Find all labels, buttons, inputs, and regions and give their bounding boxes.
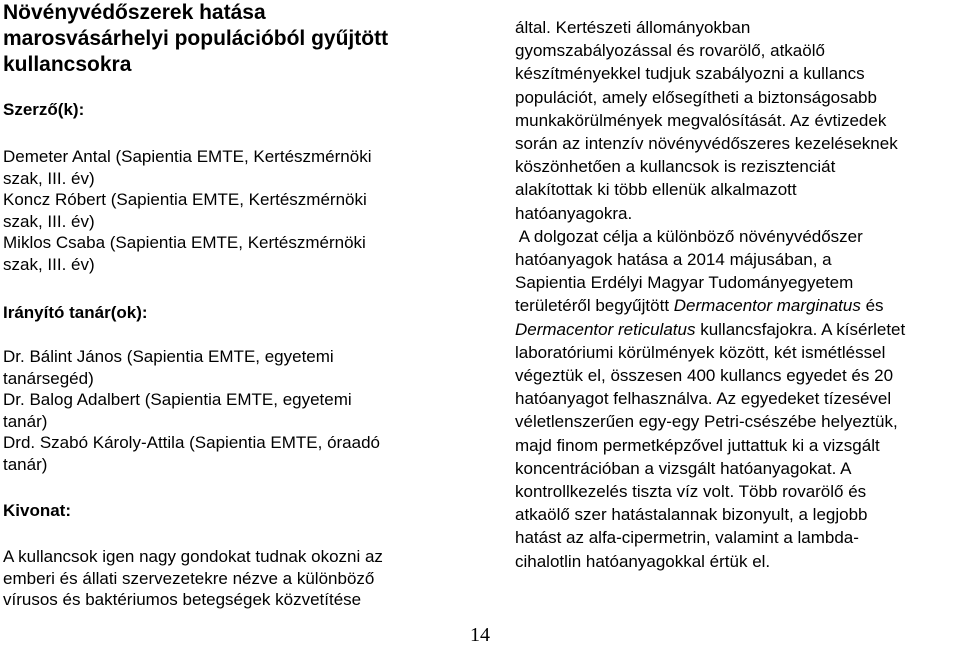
text-segment: kullancsfajokra. A kísérletet — [695, 319, 906, 339]
author-line: Koncz Róbert (Sapientia EMTE, Kertészmérnöki — [3, 190, 367, 209]
abstract-line: koncentrációban a vizsgált hatóanyagokat. A — [515, 458, 852, 478]
abstract-line: atkaölő szer hatástalannak bizonyult, a legjobb — [515, 505, 868, 525]
right-column — [515, 16, 955, 573]
abstract-line: Sapientia Erdélyi Magyar Tudományegyetem — [515, 273, 854, 293]
abstract-line: munkakörülmények megvalósítását. Az évtizedek — [515, 110, 887, 130]
supervisors-list — [3, 346, 380, 475]
supervisor-line: Dr. Balog Adalbert (Sapientia EMTE, egyetemi — [3, 390, 352, 409]
abstract-line — [515, 318, 955, 341]
supervisor-line: tanár) — [3, 411, 48, 431]
abstract-line: hatóanyagokra. — [515, 203, 633, 223]
supervisor-line: Drd. Szabó Károly-Attila (Sapientia EMTE, óraadó — [3, 433, 381, 452]
abstract-line: cihalotlin hatóanyagokkal értük el. — [515, 551, 771, 571]
abstract-line: hatást az alfa-cipermetrin, valamint a lambda- — [515, 528, 859, 548]
author-line: Demeter Antal (Sapientia EMTE, Kertészmérnöki — [3, 147, 372, 166]
title-line: kullancsokra — [3, 53, 132, 76]
abstract-line: gyomszabályozással és rovarölő, atkaölő — [515, 41, 825, 61]
abstract-line: végeztük el, összesen 400 kullancs egyedet és 20 — [515, 366, 894, 386]
abstract-line: A dolgozat célja a különböző növényvédőszer — [515, 226, 863, 246]
author-line: szak, III. év) — [3, 254, 95, 274]
abstract-line: vírusos és baktériumos betegségek közvetítése — [3, 590, 362, 609]
supervisor-line: Dr. Bálint János (Sapientia EMTE, egyetemi — [3, 347, 334, 366]
abstract-line: hatóanyagok hatása a 2014 májusában, a — [515, 250, 832, 270]
supervisor-line: tanársegéd) — [3, 368, 94, 388]
text-segment: és — [860, 296, 884, 316]
abstract-line: majd finom permetképzővel juttattuk ki a vizsgált — [515, 435, 880, 455]
abstract-line: által. Kertészeti állományokban — [515, 18, 751, 37]
abstract-line: alakítottak ki több ellenük alkalmazott — [515, 180, 797, 200]
abstract-line: köszönhetően a kullancsok is rezisztenciát — [515, 157, 836, 177]
abstract-line: véletlenszerűen egy-egy Petri-csészébe helyeztük, — [515, 412, 898, 432]
abstract-line: kontrollkezelés tiszta víz volt. Több rovarölő és — [515, 482, 867, 502]
abstract-line: A kullancsok igen nagy gondokat tudnak okozni az — [3, 547, 383, 566]
left-column — [3, 0, 453, 609]
author-line: Miklos Csaba (Sapientia EMTE, Kertészmérnöki — [3, 233, 366, 252]
abstract-line: során az intenzív növényvédőszeres kezeléseknek — [515, 134, 898, 154]
article-title — [3, 0, 453, 78]
supervisors-label: Irányító tanár(ok): — [3, 303, 148, 322]
supervisor-line: tanár) — [3, 454, 48, 474]
species-name: Dermacentor marginatus — [673, 296, 861, 316]
authors-label: Szerző(k): — [3, 100, 85, 119]
authors-list — [3, 146, 371, 275]
abstract-left — [3, 546, 383, 611]
abstract-label: Kivonat: — [3, 501, 71, 520]
abstract-line — [515, 294, 955, 317]
abstract-line: emberi és állati szervezetekre nézve a különböző — [3, 568, 375, 588]
abstract-line: populációt, amely elősegítheti a biztonságosabb — [515, 87, 877, 107]
author-line: szak, III. év) — [3, 168, 95, 188]
abstract-line: készítményekkel tudjuk szabályozni a kullancs — [515, 64, 865, 84]
species-name: Dermacentor reticulatus — [515, 319, 696, 339]
title-line: Növényvédőszerek hatása — [3, 1, 266, 24]
abstract-line: hatóanyagot felhasználva. Az egyedeket tízesével — [515, 389, 892, 409]
abstract-line: laboratóriumi körülmények között, két ismétléssel — [515, 342, 886, 362]
title-line: marosvásárhelyi populációból gyűjtött — [3, 27, 389, 50]
author-line: szak, III. év) — [3, 211, 95, 231]
page-number: 14 — [470, 624, 490, 646]
text-segment: területéről begyűjtött — [515, 296, 674, 316]
